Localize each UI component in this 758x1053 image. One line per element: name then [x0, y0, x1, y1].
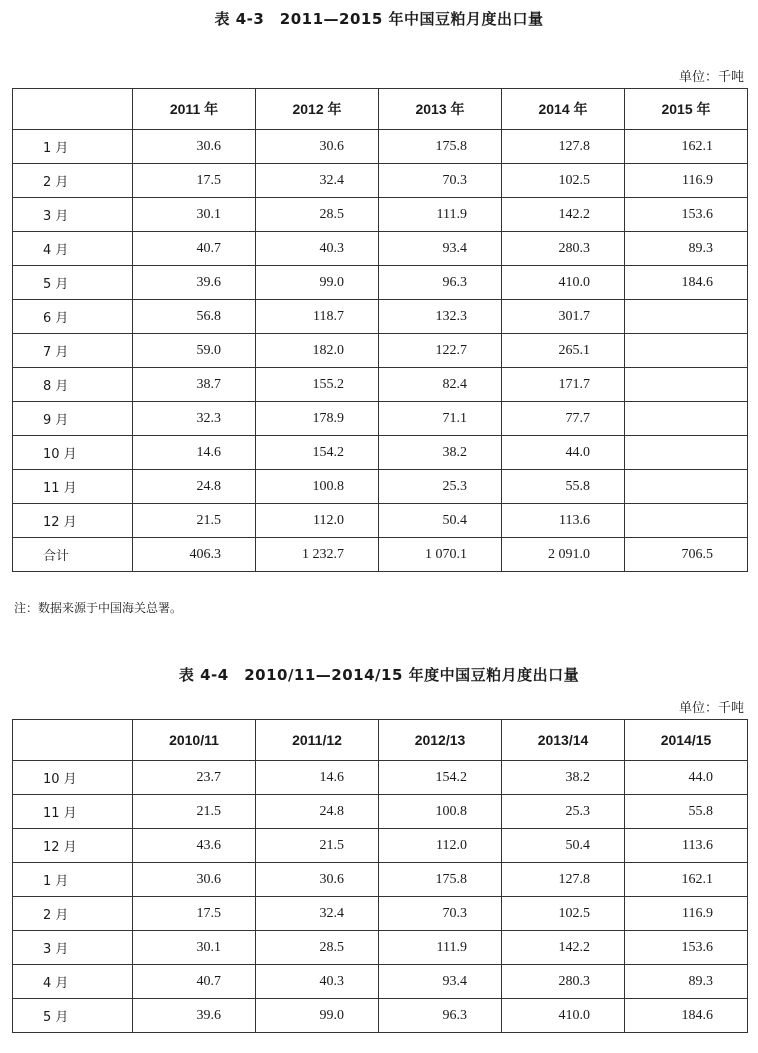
- table-row: [13, 164, 748, 198]
- table-cell: 301.7: [502, 300, 625, 334]
- table-cell: 30.1: [133, 931, 256, 965]
- table-cell: 162.1: [625, 863, 748, 897]
- table-row: [13, 761, 748, 795]
- row-label: 7 月: [13, 334, 133, 368]
- table-cell: 706.5: [625, 538, 748, 572]
- table-cell: [625, 436, 748, 470]
- table-4-3-unit: 单位：千吨: [678, 70, 744, 85]
- column-header: 2011/12: [256, 720, 379, 761]
- table-cell: 175.8: [379, 130, 502, 164]
- table-cell: 154.2: [379, 761, 502, 795]
- table-cell: [625, 368, 748, 402]
- table-cell: 30.6: [256, 863, 379, 897]
- row-label: 12 月: [13, 504, 133, 538]
- table-cell: 40.7: [133, 965, 256, 999]
- table-cell: 30.6: [133, 130, 256, 164]
- table-cell: [625, 300, 748, 334]
- table-4-4-title: 表 4-4 2010/11—2014/15 年度中国豆粕月度出口量: [178, 666, 580, 684]
- table-cell: 155.2: [256, 368, 379, 402]
- row-label: 2 月: [13, 164, 133, 198]
- table-cell: 39.6: [133, 266, 256, 300]
- column-header: 2011 年: [133, 89, 256, 130]
- table-4-4: [12, 719, 748, 1033]
- table-cell: 127.8: [502, 863, 625, 897]
- table-cell: 410.0: [502, 266, 625, 300]
- column-header: 2014 年: [502, 89, 625, 130]
- table-cell: 25.3: [379, 470, 502, 504]
- table-cell: 30.1: [133, 198, 256, 232]
- column-header: 2012/13: [379, 720, 502, 761]
- table-cell: 44.0: [502, 436, 625, 470]
- table-cell: 14.6: [133, 436, 256, 470]
- row-label: 10 月: [13, 436, 133, 470]
- table-4-3: [12, 88, 748, 572]
- table-cell: 17.5: [133, 164, 256, 198]
- table-cell: 1 232.7: [256, 538, 379, 572]
- table-cell: 280.3: [502, 965, 625, 999]
- table-cell: 50.4: [502, 829, 625, 863]
- table-cell: 111.9: [379, 198, 502, 232]
- table-cell: 55.8: [625, 795, 748, 829]
- table-cell: 38.2: [502, 761, 625, 795]
- row-label: 1 月: [13, 863, 133, 897]
- table-row: [13, 368, 748, 402]
- row-label: 合计: [13, 538, 133, 572]
- table-cell: 30.6: [133, 863, 256, 897]
- row-label: 5 月: [13, 999, 133, 1033]
- row-label: 10 月: [13, 761, 133, 795]
- table-cell: 184.6: [625, 266, 748, 300]
- table-cell: [625, 402, 748, 436]
- table-cell: 40.3: [256, 232, 379, 266]
- table-cell: 55.8: [502, 470, 625, 504]
- table-cell: 102.5: [502, 897, 625, 931]
- table-cell: 59.0: [133, 334, 256, 368]
- table-cell: 23.7: [133, 761, 256, 795]
- table-cell: [625, 504, 748, 538]
- table-cell: [625, 334, 748, 368]
- table-cell: 21.5: [256, 829, 379, 863]
- table-cell: 182.0: [256, 334, 379, 368]
- table-cell: 40.3: [256, 965, 379, 999]
- table-cell: 100.8: [256, 470, 379, 504]
- table-row: [13, 198, 748, 232]
- table-row: [13, 402, 748, 436]
- table-row: [13, 232, 748, 266]
- table-cell: 71.1: [379, 402, 502, 436]
- table-cell: 93.4: [379, 965, 502, 999]
- table-header-row: [13, 720, 748, 761]
- table-cell: 30.6: [256, 130, 379, 164]
- table-4-4-unit: 单位：千吨: [678, 701, 744, 716]
- table-row: [13, 863, 748, 897]
- table-cell: 112.0: [256, 504, 379, 538]
- table-cell: 142.2: [502, 931, 625, 965]
- row-label: 5 月: [13, 266, 133, 300]
- table-cell: 70.3: [379, 164, 502, 198]
- corner-header-cell: [13, 89, 133, 130]
- table-cell: 127.8: [502, 130, 625, 164]
- table-row: [13, 897, 748, 931]
- table-row: [13, 436, 748, 470]
- table-cell: 175.8: [379, 863, 502, 897]
- table-cell: 40.7: [133, 232, 256, 266]
- table-cell: 50.4: [379, 504, 502, 538]
- table-cell: 184.6: [625, 999, 748, 1033]
- table-row: [13, 999, 748, 1033]
- table-cell: 44.0: [625, 761, 748, 795]
- table-cell: 32.3: [133, 402, 256, 436]
- table-cell: 178.9: [256, 402, 379, 436]
- table-cell: 39.6: [133, 999, 256, 1033]
- row-label: 6 月: [13, 300, 133, 334]
- table-cell: 142.2: [502, 198, 625, 232]
- table-cell: 162.1: [625, 130, 748, 164]
- column-header: 2014/15: [625, 720, 748, 761]
- row-label: 3 月: [13, 198, 133, 232]
- table-cell: 1 070.1: [379, 538, 502, 572]
- table-row: [13, 829, 748, 863]
- table-cell: 102.5: [502, 164, 625, 198]
- row-label: 9 月: [13, 402, 133, 436]
- table-cell: 32.4: [256, 897, 379, 931]
- table-cell: 38.7: [133, 368, 256, 402]
- table-cell: 132.3: [379, 300, 502, 334]
- table-row: [13, 538, 748, 572]
- row-label: 1 月: [13, 130, 133, 164]
- column-header: 2010/11: [133, 720, 256, 761]
- column-header: 2013/14: [502, 720, 625, 761]
- table-cell: 99.0: [256, 266, 379, 300]
- row-label: 12 月: [13, 829, 133, 863]
- table-cell: 122.7: [379, 334, 502, 368]
- table-cell: 77.7: [502, 402, 625, 436]
- table-cell: 96.3: [379, 266, 502, 300]
- table-cell: 24.8: [133, 470, 256, 504]
- table-4-3-title: 表 4-3 2011—2015 年中国豆粕月度出口量: [214, 10, 544, 28]
- table-row: [13, 931, 748, 965]
- table-header-row: [13, 89, 748, 130]
- table-cell: 24.8: [256, 795, 379, 829]
- row-label: 3 月: [13, 931, 133, 965]
- row-label: 4 月: [13, 965, 133, 999]
- table-cell: 171.7: [502, 368, 625, 402]
- table-cell: 82.4: [379, 368, 502, 402]
- table-cell: 153.6: [625, 931, 748, 965]
- table-cell: 112.0: [379, 829, 502, 863]
- table-cell: 410.0: [502, 999, 625, 1033]
- column-header: 2012 年: [256, 89, 379, 130]
- table-cell: [625, 470, 748, 504]
- corner-header-cell: [13, 720, 133, 761]
- table-cell: 93.4: [379, 232, 502, 266]
- table-cell: 100.8: [379, 795, 502, 829]
- row-label: 8 月: [13, 368, 133, 402]
- table-row: [13, 266, 748, 300]
- table-cell: 43.6: [133, 829, 256, 863]
- table-row: [13, 334, 748, 368]
- table-row: [13, 504, 748, 538]
- table-cell: 116.9: [625, 164, 748, 198]
- table-cell: 99.0: [256, 999, 379, 1033]
- table-cell: 116.9: [625, 897, 748, 931]
- table-cell: 118.7: [256, 300, 379, 334]
- table-cell: 38.2: [379, 436, 502, 470]
- table-4-3-note: 注：数据来源于中国海关总署。: [14, 601, 183, 615]
- table-cell: 21.5: [133, 504, 256, 538]
- table-row: [13, 130, 748, 164]
- table-cell: 406.3: [133, 538, 256, 572]
- table-cell: 113.6: [625, 829, 748, 863]
- table-cell: 153.6: [625, 198, 748, 232]
- row-label: 11 月: [13, 470, 133, 504]
- table-cell: 265.1: [502, 334, 625, 368]
- table-cell: 89.3: [625, 232, 748, 266]
- table-cell: 14.6: [256, 761, 379, 795]
- table-cell: 89.3: [625, 965, 748, 999]
- column-header: 2015 年: [625, 89, 748, 130]
- table-cell: 96.3: [379, 999, 502, 1033]
- table-cell: 154.2: [256, 436, 379, 470]
- row-label: 2 月: [13, 897, 133, 931]
- table-cell: 28.5: [256, 198, 379, 232]
- table-row: [13, 300, 748, 334]
- table-cell: 28.5: [256, 931, 379, 965]
- row-label: 4 月: [13, 232, 133, 266]
- table-cell: 17.5: [133, 897, 256, 931]
- table-row: [13, 965, 748, 999]
- table-row: [13, 795, 748, 829]
- table-cell: 280.3: [502, 232, 625, 266]
- table-cell: 70.3: [379, 897, 502, 931]
- table-cell: 21.5: [133, 795, 256, 829]
- table-cell: 111.9: [379, 931, 502, 965]
- table-row: [13, 470, 748, 504]
- row-label: 11 月: [13, 795, 133, 829]
- table-cell: 25.3: [502, 795, 625, 829]
- table-cell: 113.6: [502, 504, 625, 538]
- column-header: 2013 年: [379, 89, 502, 130]
- table-cell: 2 091.0: [502, 538, 625, 572]
- table-cell: 56.8: [133, 300, 256, 334]
- table-cell: 32.4: [256, 164, 379, 198]
